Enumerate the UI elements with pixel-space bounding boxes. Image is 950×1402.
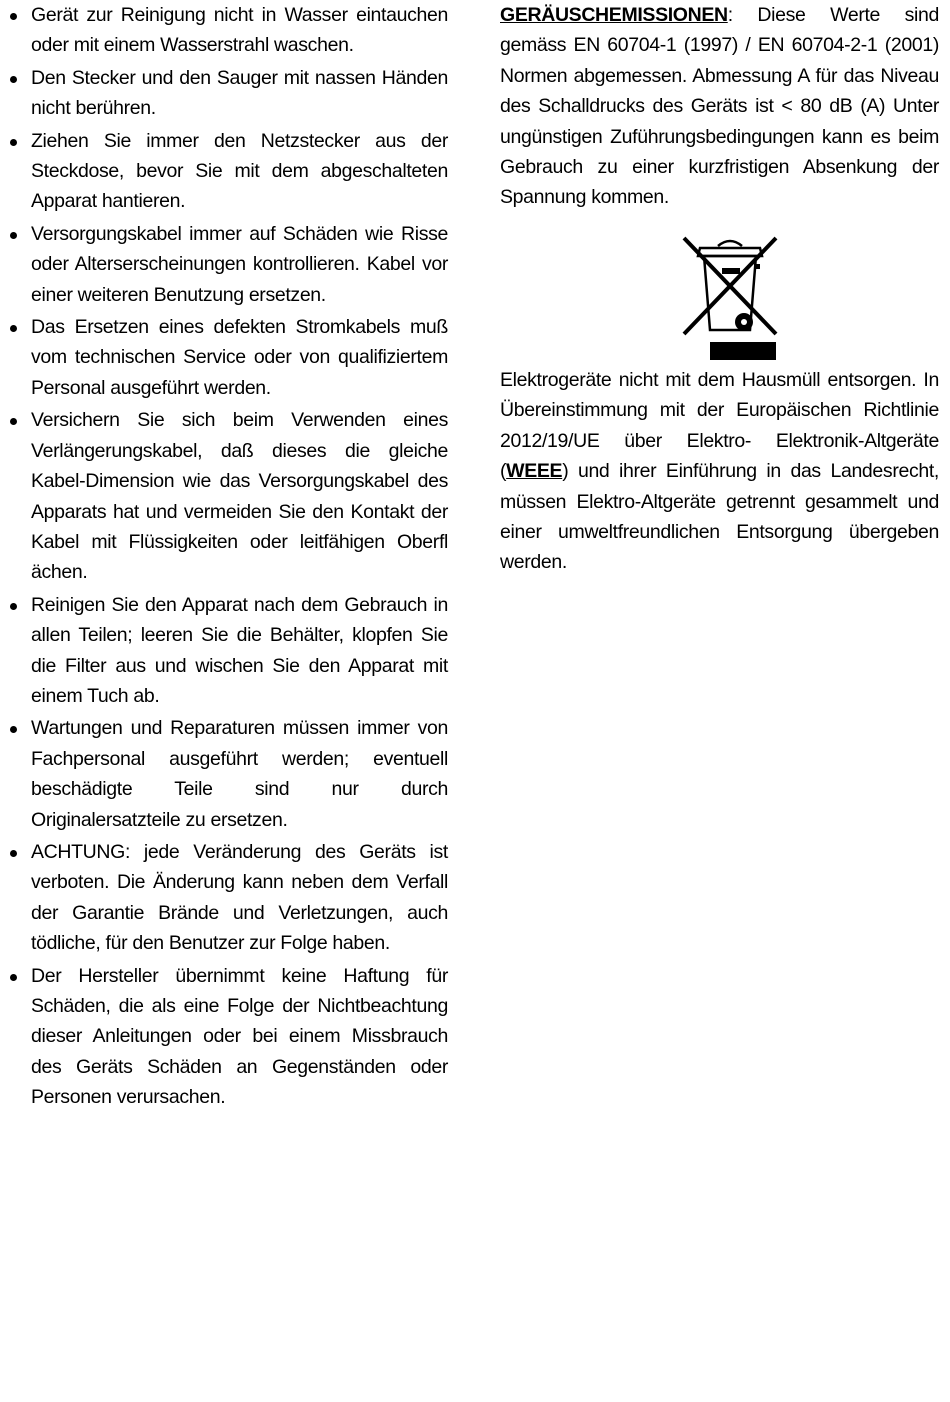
bullet-icon [10, 850, 17, 857]
bullet-icon [10, 418, 17, 425]
list-item [0, 63, 448, 124]
list-item [0, 126, 448, 217]
weee-abbreviation: WEEE [506, 460, 563, 483]
safety-instructions-column [0, 0, 448, 1115]
list-item-text: Das Ersetzen eines defekten Stromkabels muß vom technischen Service oder von qualifiziertem Personal ausgeführt werden. [31, 316, 448, 399]
bullet-icon [10, 139, 17, 146]
list-item-text: Der Hersteller übernimmt keine Haftung für Schäden, die als eine Folge der Nichtbeachtung dieser Anleitungen oder bei einem Missbrauch des Geräts Schäden an Gegenständen oder Personen verursachen. [31, 964, 448, 1109]
bullet-icon [10, 726, 17, 733]
safety-list [0, 0, 448, 1113]
list-item-text: Versorgungskabel immer auf Schäden wie Risse oder Alterserscheinungen kontrollieren. Kabel vor einer weiteren Benutzung ersetzen. [31, 222, 448, 306]
list-item-text: Den Stecker und den Sauger mit nassen Händen nicht berühren. [31, 66, 448, 120]
list-item [0, 590, 448, 712]
noise-emissions-section [500, 0, 939, 213]
list-item-text: ACHTUNG: jede Veränderung des Geräts ist verboten. Die Änderung kann neben dem Verfall der Garantie Brände und Verletzungen, auch tödliche, für den Benutzer zur Folge haben. [31, 840, 448, 955]
list-item [0, 405, 448, 587]
list-item [0, 713, 448, 835]
bullet-icon [10, 232, 17, 239]
list-item-text: Versichern Sie sich beim Verwenden eines Verlängerungskabel, daß dieses die gleiche Kabel-Dimension wie das Versorgungskabel des Apparats hat und vermeiden Sie den Kontakt der Kabel mit Flüssigkeiten oder leitfähigen Oberfl ächen. [31, 409, 448, 584]
list-item-text: Ziehen Sie immer den Netzstecker aus der Steckdose, bevor Sie mit dem abgeschalteten Apparat hantieren. [31, 129, 448, 213]
list-item-text: Gerät zur Reinigung nicht in Wasser eintauchen oder mit einem Wasserstrahl waschen. [31, 4, 448, 57]
bullet-icon [10, 13, 17, 20]
list-item [0, 0, 448, 61]
bullet-icon [10, 76, 17, 83]
list-item [0, 312, 448, 403]
list-item [0, 837, 448, 959]
disposal-paragraph [500, 365, 939, 578]
noise-emissions-text: : Diese Werte sind gemäss EN 60704-1 (1997) / EN 60704-2-1 (2001) Normen abgemessen. Abmessung A für das Niveau des Schalldrucks des Geräts ist < 80 dB (A) Unter ungünstigen Zuführungsbedingungen kann es beim Gebrauch zu einer kurzfristigen Absenkung der Spannung kommen. [500, 4, 939, 209]
noise-emissions-heading: GERÄUSCHEMISSIONEN [500, 4, 728, 26]
disposal-text-before: Elektrogeräte nicht mit dem Hausmüll entsorgen. In Übereinstimmung mit der Europäischen Richtlinie 2012/19/UE über Elektro- Elektronik-Altgeräte ( [500, 369, 939, 483]
bullet-icon [10, 325, 17, 332]
bullet-icon [10, 603, 17, 610]
bullet-icon [10, 974, 17, 981]
noise-emissions-paragraph [500, 0, 939, 213]
list-item [0, 219, 448, 310]
list-item-text: Wartungen und Reparaturen müssen immer von Fachpersonal ausgeführt werden; eventuell beschädigte Teile sind nur durch Originalersatzteile zu ersetzen. [31, 717, 448, 831]
list-item [0, 961, 448, 1113]
disposal-text-after: ) und ihrer Einführung in das Landesrecht, müssen Elektro-Altgeräte getrennt gesammelt und einer umweltfreundlichen Entsorgung übergeben werden. [500, 460, 939, 574]
crossed-out-wheelie-bin-icon [680, 234, 780, 362]
list-item-text: Reinigen Sie den Apparat nach dem Gebrauch in allen Teilen; leeren Sie die Behälter, klopfen Sie die Filter aus und wischen Sie den Apparat mit einem Tuch ab. [31, 593, 448, 707]
